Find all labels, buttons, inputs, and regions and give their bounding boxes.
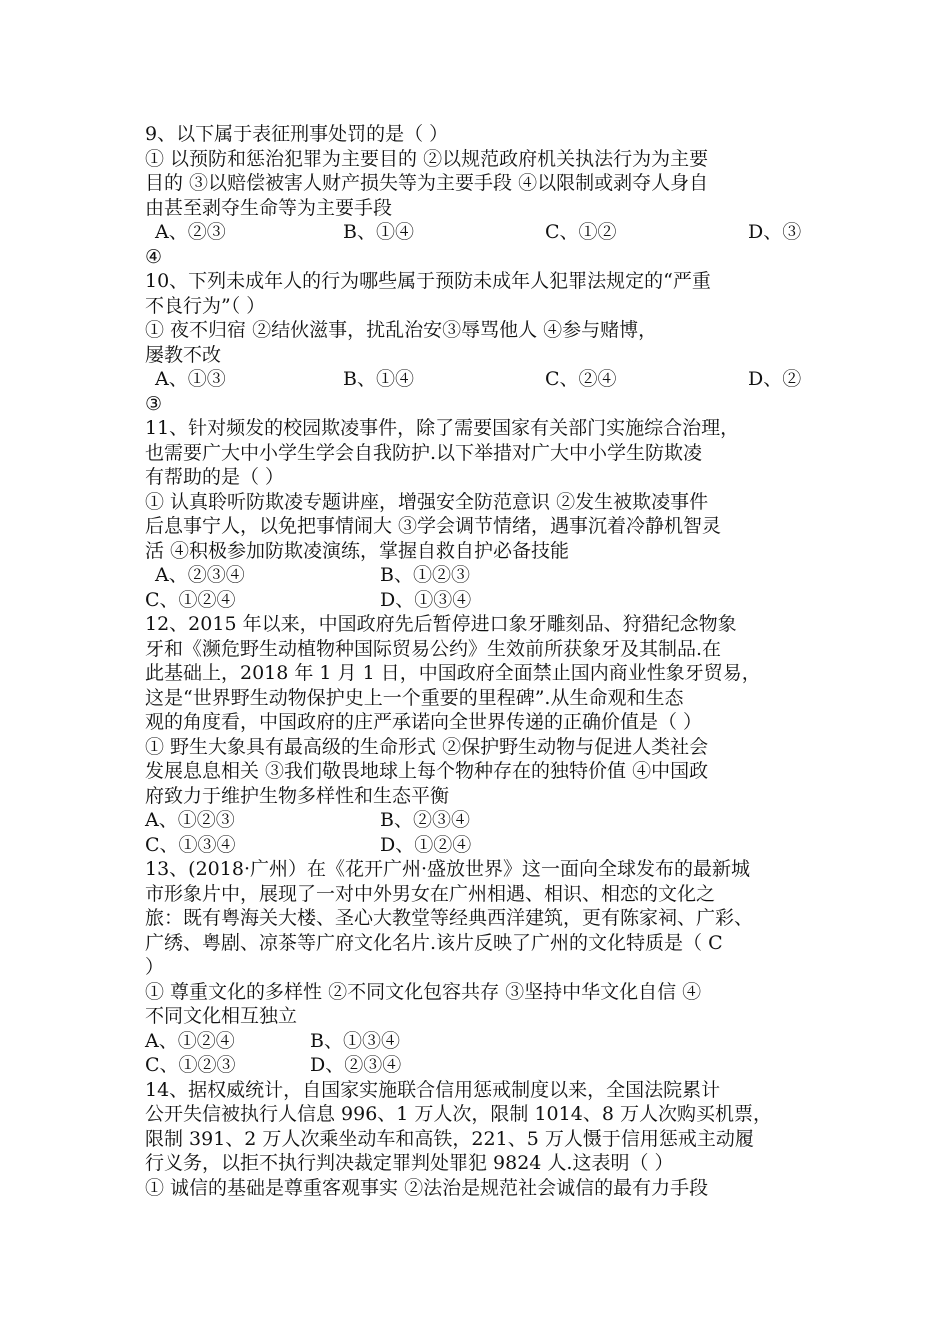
question-14 bbox=[145, 1078, 815, 1201]
question-stem: 观的角度看，中国政府的庄严承诺向全世界传递的正确价值是（ ） bbox=[145, 711, 703, 733]
option-d: D、② bbox=[748, 368, 802, 390]
options-row bbox=[145, 1053, 815, 1078]
question-item-line: ① 尊重文化的多样性 ②不同文化包容共存 ③坚持中华文化自信 ④ bbox=[145, 980, 702, 1003]
question-item-line: 屡教不改 bbox=[145, 343, 222, 366]
option-c: C、①③④ bbox=[145, 833, 236, 856]
exam-page bbox=[145, 122, 815, 1200]
question-item-line: 由甚至剥夺生命等为主要手段 bbox=[145, 196, 393, 219]
option-d: D、①③④ bbox=[380, 588, 472, 611]
question-stem: 14、据权威统计，自国家实施联合信用惩戒制度以来，全国法院累计 bbox=[145, 1078, 721, 1101]
question-stem: 限制 391、2 万人次乘坐动车和高铁，221、5 万人慑于信用惩戒主动履 bbox=[145, 1127, 754, 1150]
question-item-line: 府致力于维护生物多样性和生态平衡 bbox=[145, 784, 450, 807]
question-stem: 牙和《濒危野生动植物种国际贸易公约》生效前所获象牙及其制品.在 bbox=[145, 637, 722, 660]
question-stem: 10、下列未成年人的行为哪些属于预防未成年人犯罪法规定的“严重 bbox=[145, 270, 711, 292]
question-item-line: ① 野生大象具有最高级的生命形式 ②保护野生动物与促进人类社会 bbox=[145, 735, 709, 758]
question-item-line: 后息事宁人，以免把事情闹大 ③学会调节情绪，遇事沉着冷静机智灵 bbox=[145, 515, 722, 537]
question-12 bbox=[145, 612, 815, 857]
question-stem: 市形象片中，展现了一对中外男女在广州相遇、相识、相恋的文化之 bbox=[145, 882, 716, 905]
question-stem: 不良行为”（ ） bbox=[145, 294, 266, 317]
option-d: D、②③④ bbox=[310, 1054, 402, 1076]
option-c: C、①②③ bbox=[145, 1054, 236, 1076]
option-c: C、①②④ bbox=[145, 588, 236, 611]
options-row bbox=[145, 588, 815, 613]
options-row bbox=[145, 563, 815, 588]
option-c: C、①② bbox=[545, 221, 617, 243]
option-wrap: ③ bbox=[145, 392, 163, 415]
question-stem: 行义务，以拒不执行判决裁定罪判处罪犯 9824 人.这表明（ ） bbox=[145, 1152, 674, 1174]
question-stem: 11、针对频发的校园欺凌事件，除了需要国家有关部门实施综合治理， bbox=[145, 417, 740, 439]
options-row bbox=[145, 833, 815, 858]
question-stem: 广绣、粤剧、凉茶等广府文化名片.该片反映了广州的文化特质是（ C bbox=[145, 931, 723, 954]
question-stem: 这是“世界野生动物保护史上一个重要的里程碑”.从生命观和生态 bbox=[145, 686, 684, 709]
option-a: A、②③④ bbox=[155, 564, 245, 586]
question-item-line: ① 夜不归宿 ②结伙滋事，扰乱治安③辱骂他人 ④参与赌博， bbox=[145, 319, 658, 341]
option-b: B、①③④ bbox=[310, 1029, 400, 1052]
option-wrap: ④ bbox=[145, 245, 163, 268]
option-a: A、②③ bbox=[155, 221, 226, 243]
option-a: A、①②④ bbox=[145, 1029, 235, 1052]
option-d: D、③ bbox=[748, 221, 802, 243]
option-a: A、①②③ bbox=[145, 809, 235, 831]
question-stem: 有帮助的是（ ） bbox=[145, 466, 285, 488]
question-item-line: ① 以预防和惩治犯罪为主要目的 ②以规范政府机关执法行为为主要 bbox=[145, 147, 709, 170]
question-stem: 13、(2018·广州）在《花开广州·盛放世界》这一面向全球发布的最新城 bbox=[145, 858, 751, 880]
option-d: D、①②④ bbox=[380, 833, 472, 856]
question-stem: 12、2015 年以来，中国政府先后暂停进口象牙雕刻品、狩猎纪念物象 bbox=[145, 613, 737, 635]
option-b: B、①④ bbox=[343, 221, 414, 243]
options-row bbox=[145, 220, 815, 245]
option-b: B、②③④ bbox=[380, 809, 470, 831]
option-c: C、②④ bbox=[545, 368, 617, 390]
question-item-line: 不同文化相互独立 bbox=[145, 1005, 298, 1027]
question-13 bbox=[145, 857, 815, 1078]
option-b: B、①②③ bbox=[380, 564, 470, 586]
question-10 bbox=[145, 269, 815, 416]
question-stem: 旅：既有粤海关大楼、圣心大教堂等经典西洋建筑，更有陈家祠、广彩、 bbox=[145, 907, 754, 929]
question-item-line: 活 ④积极参加防欺凌演练，掌握自救自护必备技能 bbox=[145, 539, 570, 562]
question-stem: 公开失信被执行人信息 996、1 万人次，限制 1014、8 万人次购买机票， bbox=[145, 1103, 772, 1125]
question-stem: 也需要广大中小学生学会自我防护.以下举措对广大中小学生防欺凌 bbox=[145, 441, 703, 464]
options-row bbox=[145, 808, 815, 833]
question-9 bbox=[145, 122, 815, 269]
option-a: A、①③ bbox=[155, 368, 226, 390]
options-row bbox=[145, 1029, 815, 1054]
question-11 bbox=[145, 416, 815, 612]
question-item-line: ① 诚信的基础是尊重客观事实 ②法治是规范社会诚信的最有力手段 bbox=[145, 1176, 709, 1199]
question-item-line: ① 认真聆听防欺凌专题讲座，增强安全防范意识 ②发生被欺凌事件 bbox=[145, 490, 709, 513]
question-stem: 此基础上，2018 年 1 月 1 日，中国政府全面禁止国内商业性象牙贸易， bbox=[145, 662, 761, 684]
question-item-line: 发展息息相关 ③我们敬畏地球上每个物种存在的独特价值 ④中国政 bbox=[145, 760, 709, 782]
question-stem: 9、以下属于表征刑事处罚的是（ ） bbox=[145, 123, 449, 145]
question-stem: ） bbox=[145, 956, 165, 978]
option-b: B、①④ bbox=[343, 368, 414, 390]
question-item-line: 目的 ③以赔偿被害人财产损失等为主要手段 ④以限制或剥夺人身自 bbox=[145, 172, 709, 194]
options-row bbox=[145, 367, 815, 392]
